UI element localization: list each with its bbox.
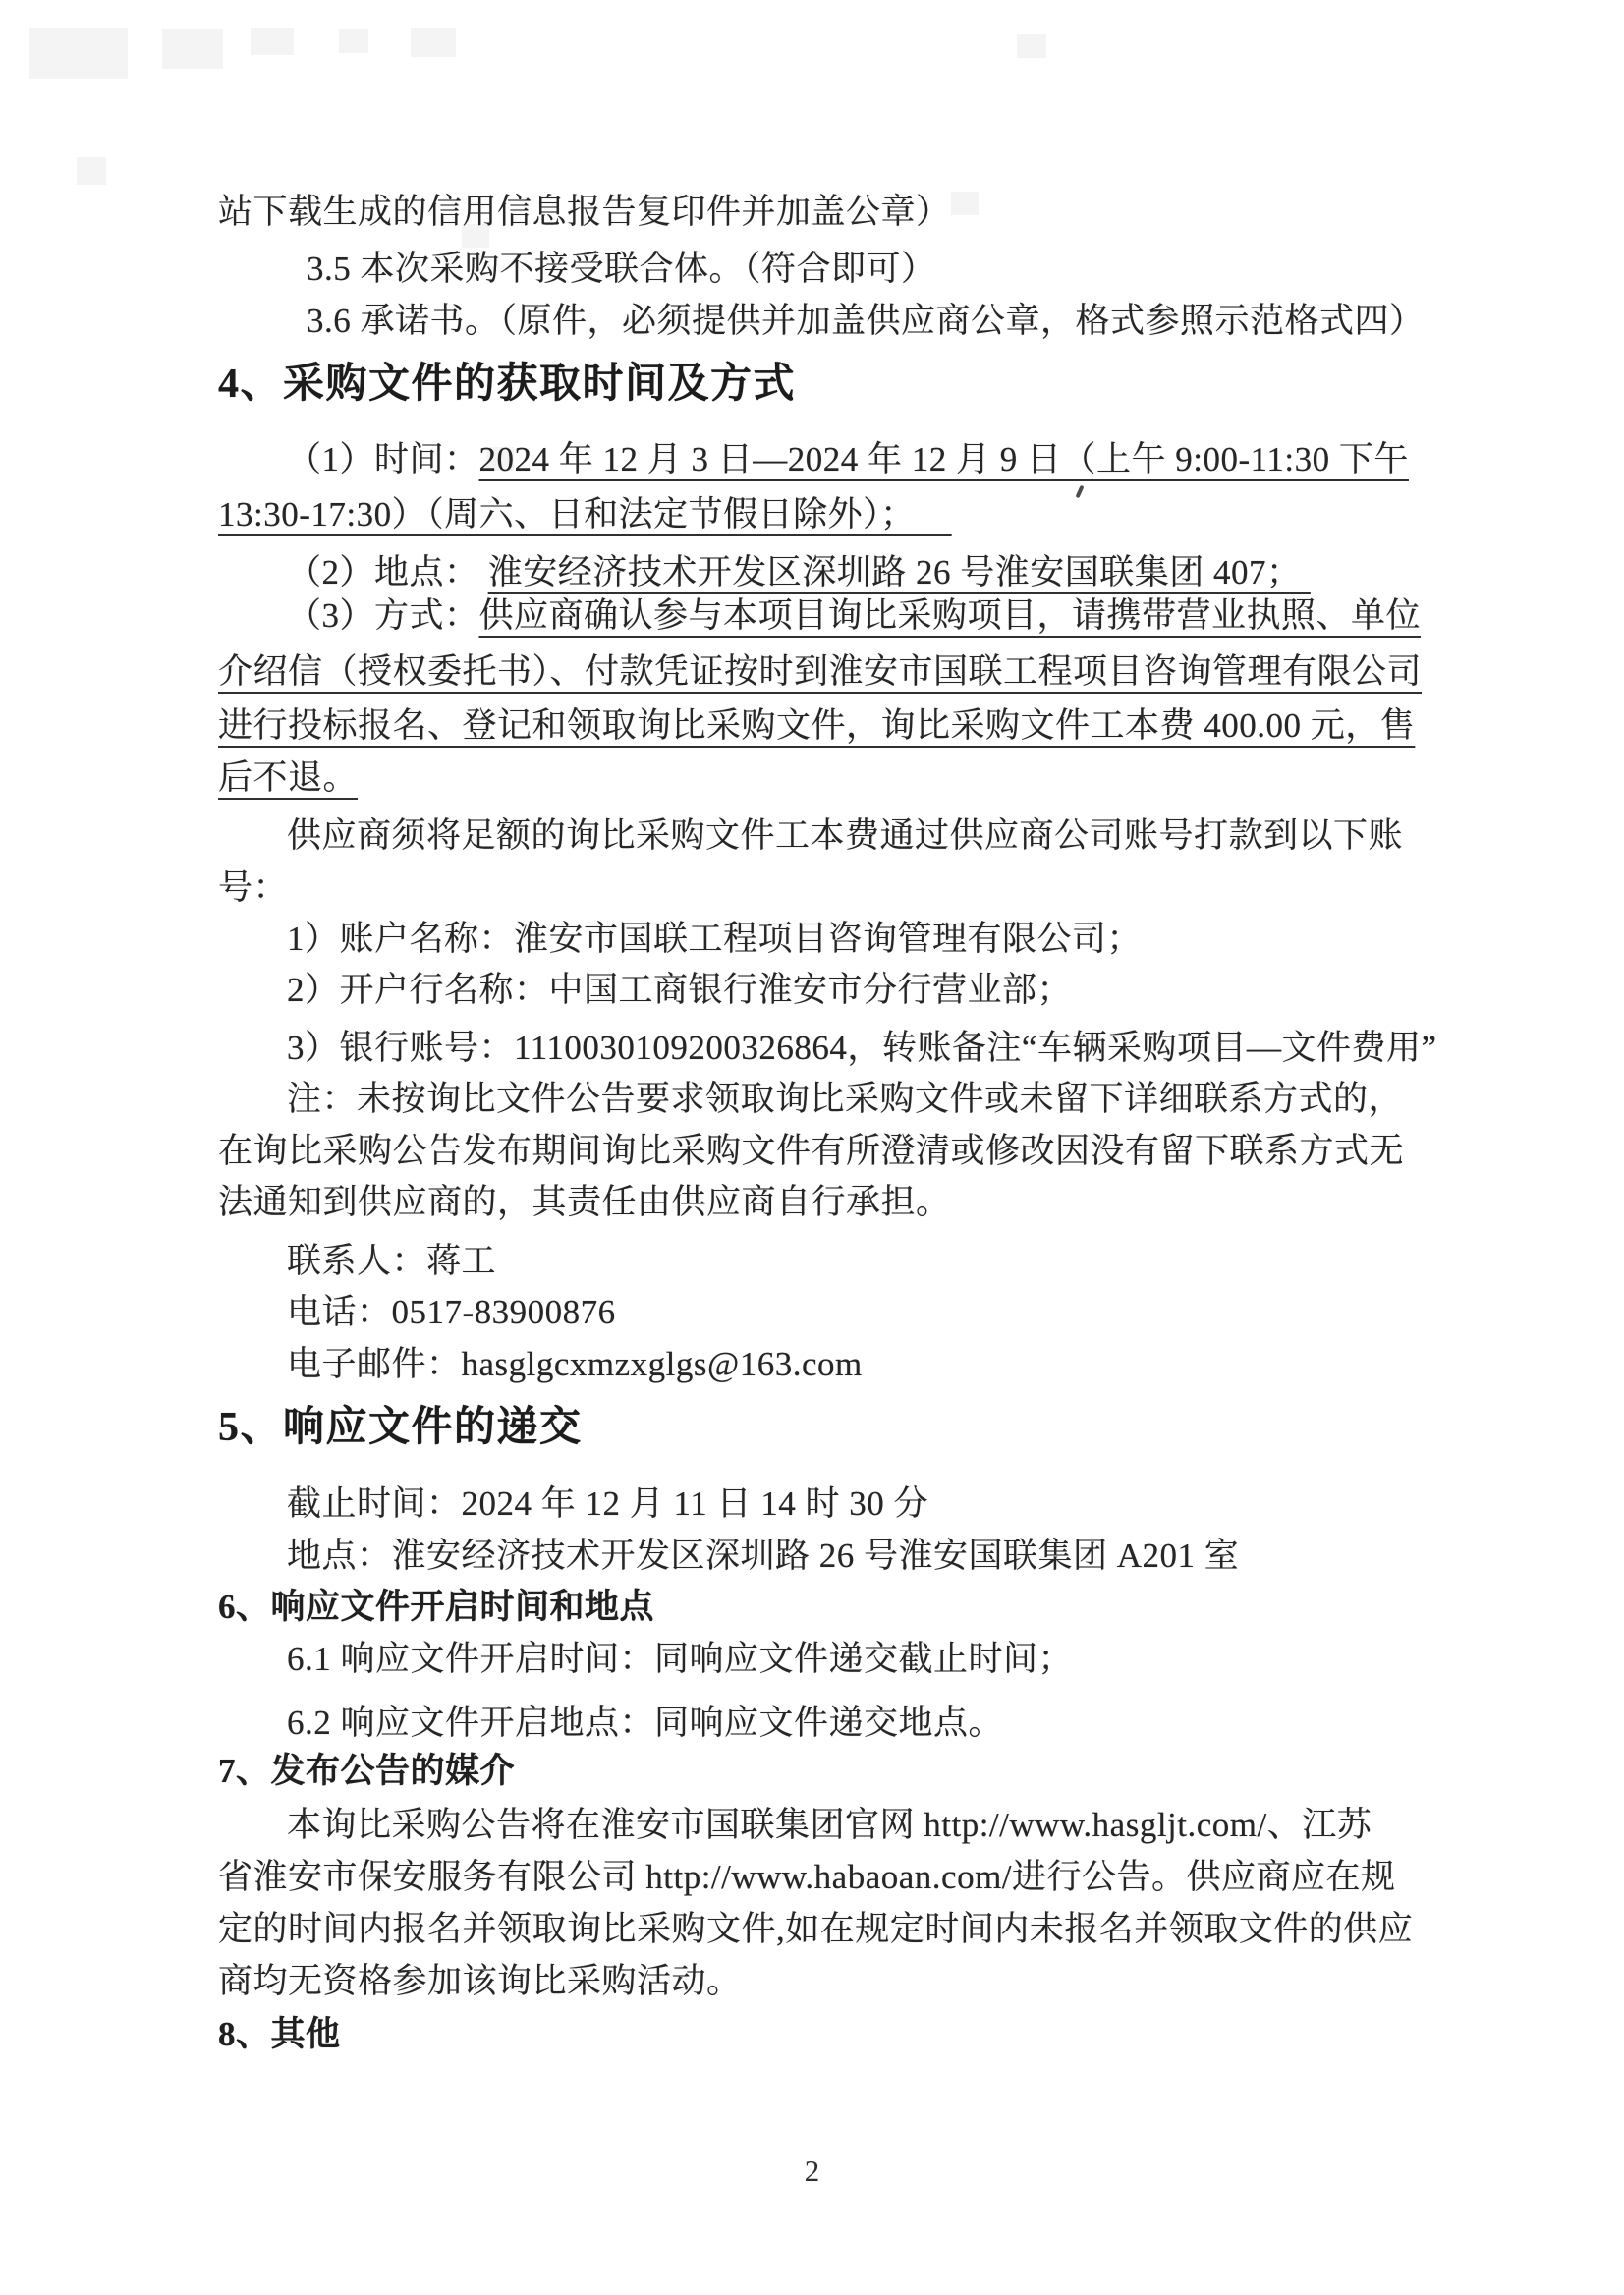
- section-heading: [218, 1587, 654, 1628]
- doc-line: [287, 970, 1072, 1011]
- text-run: 6.2 响应文件开启地点：同响应文件递交地点。: [287, 1704, 1004, 1742]
- scan-artifact: [162, 29, 223, 69]
- page-number: 2: [804, 2154, 820, 2188]
- scan-artifact: [339, 29, 368, 53]
- doc-line: [307, 249, 936, 290]
- doc-line: [287, 1028, 1436, 1069]
- text-run: 7、发布公告的媒介: [218, 1752, 516, 1790]
- text-run: 商均无资格参加该询比采购活动。: [218, 1962, 742, 2000]
- text-run: 3.5 本次采购不接受联合体。（符合即可）: [307, 250, 936, 288]
- underlined-text: 后不退。: [218, 758, 359, 797]
- section-heading: [218, 1403, 583, 1452]
- doc-line: [218, 1857, 1396, 1898]
- scan-artifact: [251, 28, 294, 55]
- doc-line: [218, 494, 952, 535]
- text-run: 电话：0517-83900876: [287, 1293, 616, 1331]
- text-run: （1）时间：: [287, 440, 479, 478]
- text-run: 2）开户行名称：中国工商银行淮安市分行营业部；: [287, 971, 1073, 1009]
- doc-line: [287, 1241, 496, 1282]
- doc-line: [287, 919, 1142, 960]
- text-run: 联系人：蒋工: [287, 1242, 497, 1280]
- text-run: 6、响应文件开启时间和地点: [218, 1588, 655, 1626]
- doc-line: [287, 1536, 1239, 1577]
- doc-line: [287, 552, 1311, 593]
- text-run: 3.6 承诺书。（原件，必须提供并加盖供应商公章，格式参照示范格式四）: [307, 302, 1425, 340]
- underlined-text: 进行投标报名、登记和领取询比采购文件，询比采购文件工本费 400.00 元，售: [218, 706, 1416, 745]
- scan-artifact: [1017, 34, 1046, 58]
- doc-line: [218, 192, 951, 233]
- text-run: 省淮安市保安服务有限公司 http://www.habaoan.com/进行公告。供应商应在规: [218, 1858, 1396, 1896]
- text-run: 6.1 响应文件开启时间：同响应文件递交截止时间；: [287, 1640, 1074, 1678]
- text-run: 1）账户名称：淮安市国联工程项目咨询管理有限公司；: [287, 920, 1143, 958]
- underlined-text: 供应商确认参与本项目询比采购项目，请携带营业执照、单位: [478, 596, 1422, 635]
- scan-artifact: [29, 28, 128, 79]
- doc-line: [218, 1182, 951, 1223]
- text-run: 4、采购文件的获取时间及方式: [218, 362, 797, 407]
- scan-speck: [1076, 485, 1085, 499]
- doc-line: [287, 439, 1409, 480]
- text-run: 截止时间：2024 年 12 月 11 日 14 时 30 分: [287, 1484, 928, 1523]
- doc-line: [287, 595, 1421, 637]
- scan-artifact: [411, 28, 456, 57]
- text-run: 定的时间内报名并领取询比采购文件,如在规定时间内未报名并领取文件的供应: [218, 1910, 1414, 1948]
- doc-line: [287, 1344, 863, 1385]
- underlined-text: 13:30-17:30）（周六、日和法定节假日除外）；: [218, 495, 952, 533]
- doc-line: [218, 1961, 742, 2002]
- doc-line: [287, 1079, 1403, 1120]
- text-run: 3）银行账号：1110030109200326864，转账备注“车辆采购项目—文件费用”: [287, 1029, 1437, 1067]
- text-run: 供应商须将足额的询比采购文件工本费通过供应商公司账号打款到以下账: [287, 816, 1404, 855]
- section-heading: [218, 2014, 341, 2055]
- section-heading: [218, 360, 796, 409]
- doc-line: [287, 1703, 1003, 1744]
- text-run: 注：未按询比文件公告要求领取询比采购文件或未留下详细联系方式的，: [287, 1080, 1404, 1118]
- scan-artifact: [77, 157, 106, 185]
- text-run: 5、响应文件的递交: [218, 1405, 583, 1450]
- text-run: 法通知到供应商的，其责任由供应商自行承担。: [218, 1183, 951, 1221]
- underlined-text: 2024 年 12 月 3 日—2024 年 12 月 9 日（上午 9:00-11:30 下午: [478, 440, 1409, 478]
- section-heading: [218, 1751, 515, 1792]
- doc-line: [287, 1639, 1073, 1680]
- text-run: （2）地点：: [287, 553, 488, 591]
- doc-line: [287, 1292, 616, 1333]
- doc-line: [287, 1805, 1372, 1846]
- text-run: 本询比采购公告将在淮安市国联集团官网 http://www.hasgljt.com/、江苏: [287, 1806, 1372, 1844]
- doc-line: [218, 651, 1422, 693]
- text-run: 8、其他: [218, 2015, 341, 2053]
- doc-line: [307, 301, 1425, 342]
- doc-line: [218, 868, 288, 909]
- text-run: 在询比采购公告发布期间询比采购文件有所澄清或修改因没有留下联系方式无: [218, 1132, 1405, 1170]
- text-run: 号：: [218, 868, 289, 907]
- doc-line: [287, 815, 1403, 857]
- doc-line: [218, 757, 358, 799]
- scan-artifact: [951, 192, 979, 215]
- text-run: （3）方式：: [287, 596, 479, 635]
- underlined-text: 淮安经济技术开发区深圳路 26 号淮安国联集团 407；: [487, 553, 1311, 591]
- doc-line: [218, 1909, 1413, 1950]
- underlined-text: 介绍信（授权委托书）、付款凭证按时到淮安市国联工程项目咨询管理有限公司: [218, 652, 1423, 691]
- doc-line: [218, 1131, 1404, 1172]
- text-run: 电子邮件：hasglgcxmzxglgs@163.com: [287, 1345, 863, 1383]
- text-run: 站下载生成的信用信息报告复印件并加盖公章）: [218, 193, 951, 231]
- text-run: 地点：淮安经济技术开发区深圳路 26 号淮安国联集团 A201 室: [287, 1537, 1240, 1575]
- doc-line: [218, 705, 1415, 747]
- doc-line: [287, 1483, 928, 1525]
